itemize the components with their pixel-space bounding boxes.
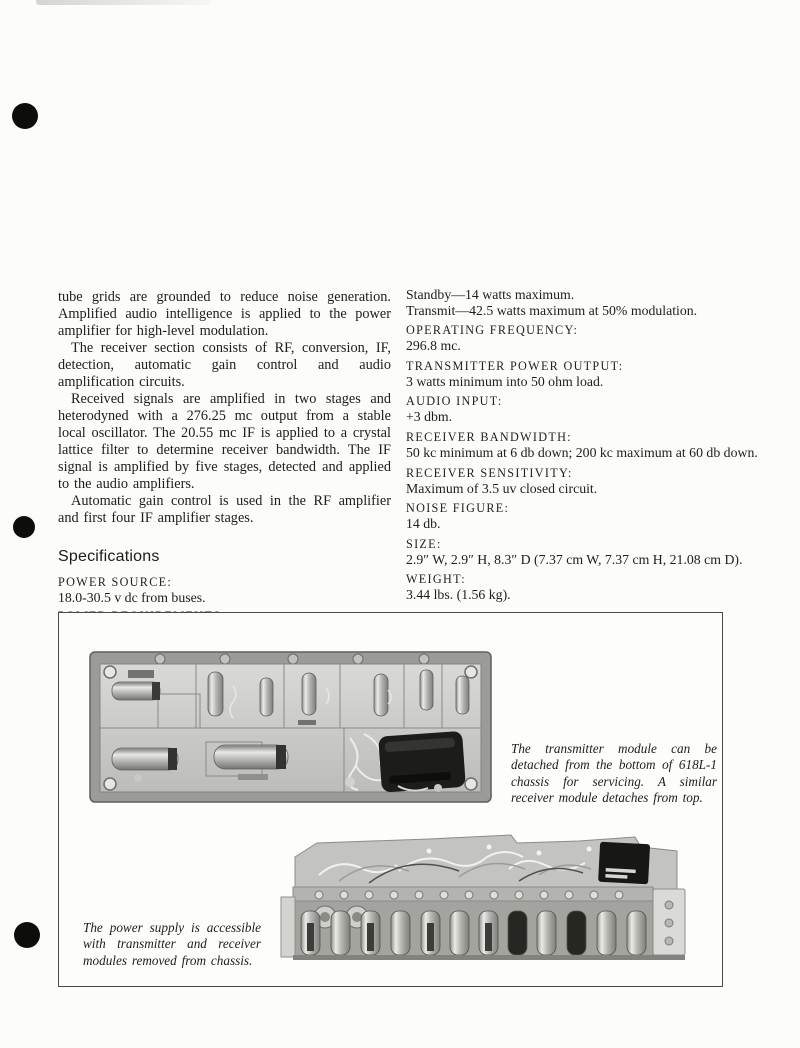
spec-item bbox=[406, 359, 770, 390]
spec-label: RECEIVER BANDWIDTH: bbox=[406, 429, 572, 444]
spec-value: +3 dbm. bbox=[406, 409, 453, 425]
spec-item bbox=[406, 572, 770, 603]
left-column bbox=[58, 289, 391, 642]
scan-artifact bbox=[36, 0, 211, 5]
spec-item bbox=[406, 394, 770, 425]
spec-item bbox=[406, 323, 770, 354]
spec-value: 296.8 mc. bbox=[406, 338, 461, 354]
spec-value: Standby—14 watts maximum. bbox=[406, 287, 575, 302]
punch-hole-mark bbox=[13, 516, 35, 538]
spec-value: 2.9″ W, 2.9″ H, 8.3″ D (7.37 cm W, 7.37 cm H, 21.08 cm D). bbox=[406, 551, 743, 567]
right-column bbox=[406, 287, 770, 626]
spec-label: NOISE FIGURE: bbox=[406, 501, 510, 516]
spec-value: Transmit—42.5 watts maximum at 50% modulation. bbox=[406, 302, 698, 318]
body-paragraph: The receiver section consists of RF, conversion, IF, detection, automatic gain control and audio amplification circuits. bbox=[58, 340, 391, 390]
body-paragraph: Automatic gain control is used in the RF amplifier and first four IF amplifier stages. bbox=[58, 493, 391, 526]
punch-hole-mark bbox=[14, 922, 40, 948]
spec-label: WEIGHT: bbox=[406, 572, 466, 587]
spec-item bbox=[406, 430, 770, 461]
power-supply-photo bbox=[279, 831, 699, 963]
spec-item bbox=[58, 575, 391, 606]
spec-label: OPERATING FREQUENCY: bbox=[406, 323, 579, 338]
spec-item bbox=[406, 287, 770, 318]
body-paragraph: tube grids are grounded to reduce noise generation. Amplified audio intelligence is applied to the power amplifier for high-level modulation. bbox=[58, 289, 391, 339]
transmitter-caption: The transmitter module can be detached from the bottom of 618L-1 chassis for servicing. A similar receiver module detaches from top. bbox=[511, 741, 717, 805]
spec-label: SIZE: bbox=[406, 536, 442, 551]
spec-label: RECEIVER SENSITIVITY: bbox=[406, 465, 573, 480]
spec-value: 14 db. bbox=[406, 516, 441, 532]
spec-value: 50 kc minimum at 6 db down; 200 kc maximum at 60 db down. bbox=[406, 444, 758, 460]
spec-item bbox=[406, 537, 770, 568]
spec-value: Maximum of 3.5 uv closed circuit. bbox=[406, 480, 598, 496]
specifications-heading: Specifications bbox=[58, 548, 160, 565]
spec-item bbox=[406, 466, 770, 497]
body-paragraph: Received signals are amplified in two stages and heterodyned with a 276.25 mc output from a stable local oscillator. The 20.55 mc IF is applied to a crystal lattice filter to determine receiver bandwidth. The IF signal is amplified by five stages, detected and applied to the audio amplifiers. bbox=[58, 391, 391, 492]
figure-box bbox=[58, 612, 723, 987]
spec-label: AUDIO INPUT: bbox=[406, 394, 503, 409]
spec-value: 18.0-30.5 v dc from buses. bbox=[58, 590, 206, 605]
power-supply-caption: The power supply is accessible with transmitter and receiver modules removed from chassis. bbox=[83, 920, 261, 968]
spec-label: POWER SOURCE: bbox=[58, 575, 173, 589]
punch-hole-mark bbox=[12, 103, 38, 129]
spec-value: 3 watts minimum into 50 ohm load. bbox=[406, 373, 604, 389]
spec-value: 3.44 lbs. (1.56 kg). bbox=[406, 587, 511, 603]
spec-label: TRANSMITTER POWER OUTPUT: bbox=[406, 358, 624, 373]
transmitter-module-photo bbox=[88, 646, 493, 807]
spec-item bbox=[406, 501, 770, 532]
